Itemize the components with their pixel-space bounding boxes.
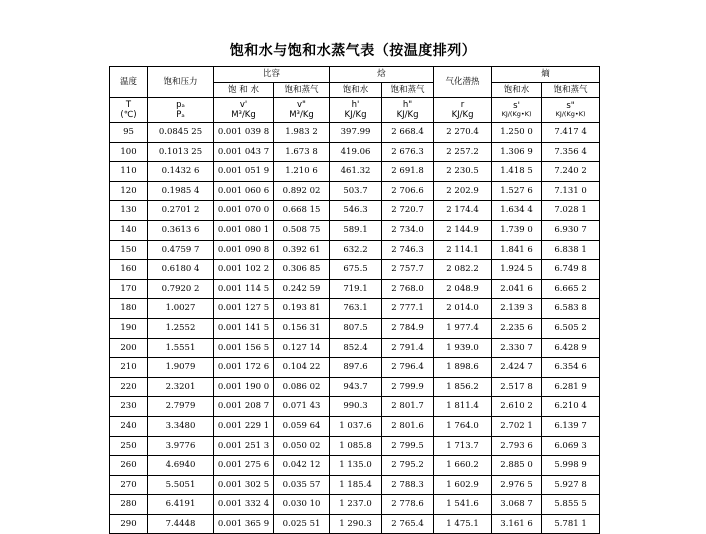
- cell-volume-water: 0.001 229 1: [214, 416, 274, 436]
- cell-pressure: 7.4448: [148, 514, 214, 534]
- table-row: [110, 201, 600, 221]
- cell-latent-heat: 2 014.0: [434, 299, 492, 319]
- cell-entropy-steam: 5.855 5: [542, 495, 600, 515]
- cell-volume-water: 0.001 043 7: [214, 142, 274, 162]
- cell-volume-steam: 0.030 10: [274, 495, 330, 515]
- cell-entropy-water: 2.517 8: [492, 377, 542, 397]
- unit-r: [434, 98, 492, 123]
- cell-entropy-steam: 5.781 1: [542, 514, 600, 534]
- cell-entropy-steam: 6.505 2: [542, 318, 600, 338]
- cell-entropy-steam: 6.069 3: [542, 436, 600, 456]
- cell-enthalpy-water: 897.6: [330, 358, 382, 378]
- unit: (℃): [120, 110, 137, 120]
- cell-enthalpy-water: 1 185.4: [330, 475, 382, 495]
- header-sat-steam-entropy: 饱和蒸气: [542, 83, 600, 98]
- table-row: [110, 456, 600, 476]
- table-row: [110, 416, 600, 436]
- cell-volume-steam: 0.242 59: [274, 279, 330, 299]
- cell-latent-heat: 2 202.9: [434, 181, 492, 201]
- symbol: v": [297, 99, 306, 110]
- cell-volume-steam: 0.035 57: [274, 475, 330, 495]
- cell-entropy-steam: 6.428 9: [542, 338, 600, 358]
- cell-volume-water: 0.001 251 3: [214, 436, 274, 456]
- cell-entropy-steam: 7.131 0: [542, 181, 600, 201]
- cell-entropy-water: 2.330 7: [492, 338, 542, 358]
- cell-latent-heat: 2 048.9: [434, 279, 492, 299]
- cell-pressure: 0.1432 6: [148, 162, 214, 182]
- cell-volume-water: 0.001 365 9: [214, 514, 274, 534]
- symbol: h': [351, 99, 360, 110]
- cell-volume-water: 0.001 332 4: [214, 495, 274, 515]
- cell-latent-heat: 2 144.9: [434, 220, 492, 240]
- header-sat-steam-volume: 饱和蒸气: [274, 83, 330, 98]
- cell-volume-steam: 0.892 02: [274, 181, 330, 201]
- cell-volume-water: 0.001 102 2: [214, 260, 274, 280]
- cell-enthalpy-water: 419.06: [330, 142, 382, 162]
- cell-entropy-water: 2.041 6: [492, 279, 542, 299]
- cell-latent-heat: 1 856.2: [434, 377, 492, 397]
- cell-entropy-steam: 6.583 8: [542, 299, 600, 319]
- cell-latent-heat: 2 114.1: [434, 240, 492, 260]
- cell-volume-steam: 0.156 31: [274, 318, 330, 338]
- cell-entropy-steam: 7.417 4: [542, 123, 600, 143]
- header-enthalpy: 焓: [330, 67, 434, 83]
- cell-pressure: 0.1985 4: [148, 181, 214, 201]
- cell-pressure: 0.6180 4: [148, 260, 214, 280]
- cell-enthalpy-water: 1 237.0: [330, 495, 382, 515]
- cell-entropy-water: 2.702 1: [492, 416, 542, 436]
- table-row: [110, 142, 600, 162]
- header-temp: 温度: [110, 67, 148, 98]
- cell-entropy-steam: 7.356 4: [542, 142, 600, 162]
- cell-pressure: 1.0027: [148, 299, 214, 319]
- cell-volume-steam: 0.193 81: [274, 299, 330, 319]
- cell-enthalpy-water: 503.7: [330, 181, 382, 201]
- unit: M³/Kg: [231, 110, 256, 120]
- cell-enthalpy-water: 461.32: [330, 162, 382, 182]
- cell-latent-heat: 2 082.2: [434, 260, 492, 280]
- cell-entropy-water: 2.424 7: [492, 358, 542, 378]
- header-entropy: 熵: [492, 67, 600, 83]
- cell-pressure: 0.1013 25: [148, 142, 214, 162]
- steam-table: [109, 66, 600, 534]
- cell-enthalpy-water: 763.1: [330, 299, 382, 319]
- cell-enthalpy-steam: 2 799.9: [382, 377, 434, 397]
- cell-enthalpy-steam: 2 795.2: [382, 456, 434, 476]
- cell-latent-heat: 2 257.2: [434, 142, 492, 162]
- cell-pressure: 2.3201: [148, 377, 214, 397]
- cell-volume-steam: 0.392 61: [274, 240, 330, 260]
- cell-latent-heat: 1 811.4: [434, 397, 492, 417]
- cell-volume-water: 0.001 156 5: [214, 338, 274, 358]
- cell-temperature: 120: [110, 181, 148, 201]
- cell-enthalpy-steam: 2 691.8: [382, 162, 434, 182]
- cell-enthalpy-water: 807.5: [330, 318, 382, 338]
- table-row: [110, 436, 600, 456]
- symbol: s': [513, 101, 520, 111]
- cell-enthalpy-steam: 2 799.5: [382, 436, 434, 456]
- cell-temperature: 110: [110, 162, 148, 182]
- unit-h2: [382, 98, 434, 123]
- cell-latent-heat: 2 230.5: [434, 162, 492, 182]
- table-row: [110, 181, 600, 201]
- cell-pressure: 1.5551: [148, 338, 214, 358]
- cell-entropy-water: 1.250 0: [492, 123, 542, 143]
- cell-enthalpy-steam: 2 788.3: [382, 475, 434, 495]
- cell-latent-heat: 1 602.9: [434, 475, 492, 495]
- cell-temperature: 280: [110, 495, 148, 515]
- cell-enthalpy-water: 1 037.6: [330, 416, 382, 436]
- symbol: T: [125, 99, 132, 110]
- cell-temperature: 160: [110, 260, 148, 280]
- cell-entropy-steam: 6.139 7: [542, 416, 600, 436]
- cell-entropy-steam: 6.210 4: [542, 397, 600, 417]
- cell-volume-steam: 0.668 15: [274, 201, 330, 221]
- cell-volume-water: 0.001 080 1: [214, 220, 274, 240]
- unit-h1: [330, 98, 382, 123]
- cell-entropy-water: 3.161 6: [492, 514, 542, 534]
- cell-volume-steam: 0.306 85: [274, 260, 330, 280]
- cell-enthalpy-water: 675.5: [330, 260, 382, 280]
- unit: KJ/(Kg•K): [555, 110, 586, 119]
- cell-enthalpy-steam: 2 768.0: [382, 279, 434, 299]
- cell-volume-water: 0.001 302 5: [214, 475, 274, 495]
- cell-enthalpy-water: 397.99: [330, 123, 382, 143]
- cell-temperature: 200: [110, 338, 148, 358]
- cell-entropy-steam: 6.281 9: [542, 377, 600, 397]
- cell-temperature: 270: [110, 475, 148, 495]
- header-sat-water-enthalpy: 饱和水: [330, 83, 382, 98]
- cell-temperature: 210: [110, 358, 148, 378]
- cell-latent-heat: 1 764.0: [434, 416, 492, 436]
- cell-entropy-water: 1.841 6: [492, 240, 542, 260]
- cell-temperature: 100: [110, 142, 148, 162]
- cell-pressure: 0.7920 2: [148, 279, 214, 299]
- cell-volume-steam: 1.673 8: [274, 142, 330, 162]
- cell-enthalpy-water: 1 290.3: [330, 514, 382, 534]
- cell-volume-steam: 1.983 2: [274, 123, 330, 143]
- cell-temperature: 290: [110, 514, 148, 534]
- cell-pressure: 3.9776: [148, 436, 214, 456]
- unit: KJ/Kg: [451, 110, 474, 120]
- cell-enthalpy-steam: 2 720.7: [382, 201, 434, 221]
- cell-volume-steam: 0.086 02: [274, 377, 330, 397]
- cell-latent-heat: 1 939.0: [434, 338, 492, 358]
- cell-pressure: 6.4191: [148, 495, 214, 515]
- unit: KJ/(Kg•K): [501, 110, 532, 119]
- table-body: [110, 123, 600, 534]
- cell-enthalpy-steam: 2 801.7: [382, 397, 434, 417]
- page-title: 饱和水与饱和水蒸气表（按温度排列）: [229, 43, 477, 59]
- cell-pressure: 0.3613 6: [148, 220, 214, 240]
- cell-volume-water: 0.001 070 0: [214, 201, 274, 221]
- cell-pressure: 4.6940: [148, 456, 214, 476]
- cell-enthalpy-water: 990.3: [330, 397, 382, 417]
- cell-enthalpy-steam: 2 668.4: [382, 123, 434, 143]
- cell-latent-heat: 1 898.6: [434, 358, 492, 378]
- table-row: [110, 279, 600, 299]
- cell-pressure: 1.2552: [148, 318, 214, 338]
- cell-enthalpy-steam: 2 784.9: [382, 318, 434, 338]
- cell-temperature: 240: [110, 416, 148, 436]
- unit-s2: [542, 98, 600, 123]
- cell-volume-steam: 0.050 02: [274, 436, 330, 456]
- cell-volume-water: 0.001 172 6: [214, 358, 274, 378]
- cell-latent-heat: 1 541.6: [434, 495, 492, 515]
- cell-enthalpy-water: 589.1: [330, 220, 382, 240]
- cell-pressure: 5.5051: [148, 475, 214, 495]
- cell-temperature: 220: [110, 377, 148, 397]
- cell-entropy-water: 1.418 5: [492, 162, 542, 182]
- cell-entropy-water: 2.976 5: [492, 475, 542, 495]
- table-row: [110, 299, 600, 319]
- cell-volume-water: 0.001 060 6: [214, 181, 274, 201]
- cell-enthalpy-steam: 2 765.4: [382, 514, 434, 534]
- cell-enthalpy-water: 1 135.0: [330, 456, 382, 476]
- cell-entropy-steam: 6.838 1: [542, 240, 600, 260]
- unit-pressure: [148, 98, 214, 123]
- cell-volume-water: 0.001 208 7: [214, 397, 274, 417]
- cell-volume-water: 0.001 039 8: [214, 123, 274, 143]
- cell-enthalpy-water: 943.7: [330, 377, 382, 397]
- cell-entropy-steam: 5.998 9: [542, 456, 600, 476]
- unit: M³/Kg: [289, 110, 314, 120]
- cell-enthalpy-steam: 2 801.6: [382, 416, 434, 436]
- unit-v1: [214, 98, 274, 123]
- cell-volume-steam: 0.508 75: [274, 220, 330, 240]
- table-row: [110, 475, 600, 495]
- symbol: r: [460, 99, 465, 110]
- cell-enthalpy-steam: 2 676.3: [382, 142, 434, 162]
- cell-entropy-water: 1.527 6: [492, 181, 542, 201]
- cell-temperature: 150: [110, 240, 148, 260]
- table-row: [110, 240, 600, 260]
- header-specific-volume: 比容: [214, 67, 330, 83]
- table-row: [110, 514, 600, 534]
- cell-volume-water: 0.001 051 9: [214, 162, 274, 182]
- cell-pressure: 0.4759 7: [148, 240, 214, 260]
- header-latent-heat: 气化潜热: [434, 67, 492, 98]
- cell-volume-water: 0.001 190 0: [214, 377, 274, 397]
- cell-temperature: 190: [110, 318, 148, 338]
- table-row: [110, 397, 600, 417]
- cell-temperature: 250: [110, 436, 148, 456]
- unit: KJ/Kg: [344, 110, 367, 120]
- cell-enthalpy-steam: 2 734.0: [382, 220, 434, 240]
- cell-entropy-water: 1.306 9: [492, 142, 542, 162]
- cell-enthalpy-water: 546.3: [330, 201, 382, 221]
- header-sat-water-entropy: 饱和水: [492, 83, 542, 98]
- cell-entropy-steam: 7.240 2: [542, 162, 600, 182]
- cell-entropy-water: 2.885 0: [492, 456, 542, 476]
- cell-temperature: 95: [110, 123, 148, 143]
- cell-enthalpy-steam: 2 796.4: [382, 358, 434, 378]
- cell-entropy-steam: 6.665 2: [542, 279, 600, 299]
- cell-volume-steam: 0.059 64: [274, 416, 330, 436]
- table-row: [110, 377, 600, 397]
- table-row: [110, 358, 600, 378]
- symbol: v': [239, 99, 248, 110]
- cell-latent-heat: 2 270.4: [434, 123, 492, 143]
- cell-enthalpy-steam: 2 757.7: [382, 260, 434, 280]
- cell-volume-steam: 0.071 43: [274, 397, 330, 417]
- cell-volume-water: 0.001 275 6: [214, 456, 274, 476]
- cell-volume-water: 0.001 090 8: [214, 240, 274, 260]
- unit-temp: [110, 98, 148, 123]
- cell-enthalpy-steam: 2 706.6: [382, 181, 434, 201]
- table-row: [110, 162, 600, 182]
- cell-enthalpy-water: 1 085.8: [330, 436, 382, 456]
- cell-enthalpy-water: 852.4: [330, 338, 382, 358]
- cell-entropy-steam: 6.930 7: [542, 220, 600, 240]
- cell-temperature: 260: [110, 456, 148, 476]
- cell-pressure: 3.3480: [148, 416, 214, 436]
- cell-enthalpy-water: 632.2: [330, 240, 382, 260]
- cell-pressure: 0.0845 25: [148, 123, 214, 143]
- cell-temperature: 170: [110, 279, 148, 299]
- cell-entropy-water: 1.924 5: [492, 260, 542, 280]
- cell-temperature: 140: [110, 220, 148, 240]
- table-row: [110, 318, 600, 338]
- unit: Pₐ: [176, 110, 185, 120]
- cell-enthalpy-steam: 2 746.3: [382, 240, 434, 260]
- cell-entropy-steam: 6.749 8: [542, 260, 600, 280]
- cell-entropy-water: 1.739 0: [492, 220, 542, 240]
- cell-volume-steam: 1.210 6: [274, 162, 330, 182]
- cell-entropy-water: 1.634 4: [492, 201, 542, 221]
- cell-entropy-water: 2.610 2: [492, 397, 542, 417]
- unit-v2: [274, 98, 330, 123]
- cell-latent-heat: 1 977.4: [434, 318, 492, 338]
- cell-volume-steam: 0.127 14: [274, 338, 330, 358]
- symbol: h": [402, 99, 413, 110]
- cell-enthalpy-steam: 2 778.6: [382, 495, 434, 515]
- cell-volume-water: 0.001 141 5: [214, 318, 274, 338]
- table-row: [110, 123, 600, 143]
- cell-temperature: 180: [110, 299, 148, 319]
- table-row: [110, 260, 600, 280]
- unit-s1: [492, 98, 542, 123]
- cell-enthalpy-steam: 2 777.1: [382, 299, 434, 319]
- cell-enthalpy-steam: 2 791.4: [382, 338, 434, 358]
- cell-volume-water: 0.001 127 5: [214, 299, 274, 319]
- table-row: [110, 338, 600, 358]
- cell-volume-water: 0.001 114 5: [214, 279, 274, 299]
- symbol: s": [566, 101, 575, 111]
- cell-entropy-steam: 6.354 6: [542, 358, 600, 378]
- symbol: pₐ: [176, 99, 185, 110]
- cell-latent-heat: 2 174.4: [434, 201, 492, 221]
- table-row: [110, 220, 600, 240]
- cell-pressure: 1.9079: [148, 358, 214, 378]
- cell-pressure: 0.2701 2: [148, 201, 214, 221]
- cell-entropy-water: 2.235 6: [492, 318, 542, 338]
- cell-entropy-steam: 5.927 8: [542, 475, 600, 495]
- header-sat-water-volume: 饱 和 水: [214, 83, 274, 98]
- cell-enthalpy-water: 719.1: [330, 279, 382, 299]
- cell-volume-steam: 0.042 12: [274, 456, 330, 476]
- cell-entropy-water: 2.793 6: [492, 436, 542, 456]
- unit: KJ/Kg: [396, 110, 419, 120]
- cell-entropy-water: 2.139 3: [492, 299, 542, 319]
- cell-latent-heat: 1 713.7: [434, 436, 492, 456]
- cell-latent-heat: 1 660.2: [434, 456, 492, 476]
- cell-volume-steam: 0.025 51: [274, 514, 330, 534]
- header-pressure: 饱和压力: [148, 67, 214, 98]
- cell-temperature: 130: [110, 201, 148, 221]
- header-sat-steam-enthalpy: 饱和蒸气: [382, 83, 434, 98]
- cell-entropy-steam: 7.028 1: [542, 201, 600, 221]
- table-row: [110, 495, 600, 515]
- cell-temperature: 230: [110, 397, 148, 417]
- cell-pressure: 2.7979: [148, 397, 214, 417]
- cell-entropy-water: 3.068 7: [492, 495, 542, 515]
- cell-latent-heat: 1 475.1: [434, 514, 492, 534]
- cell-volume-steam: 0.104 22: [274, 358, 330, 378]
